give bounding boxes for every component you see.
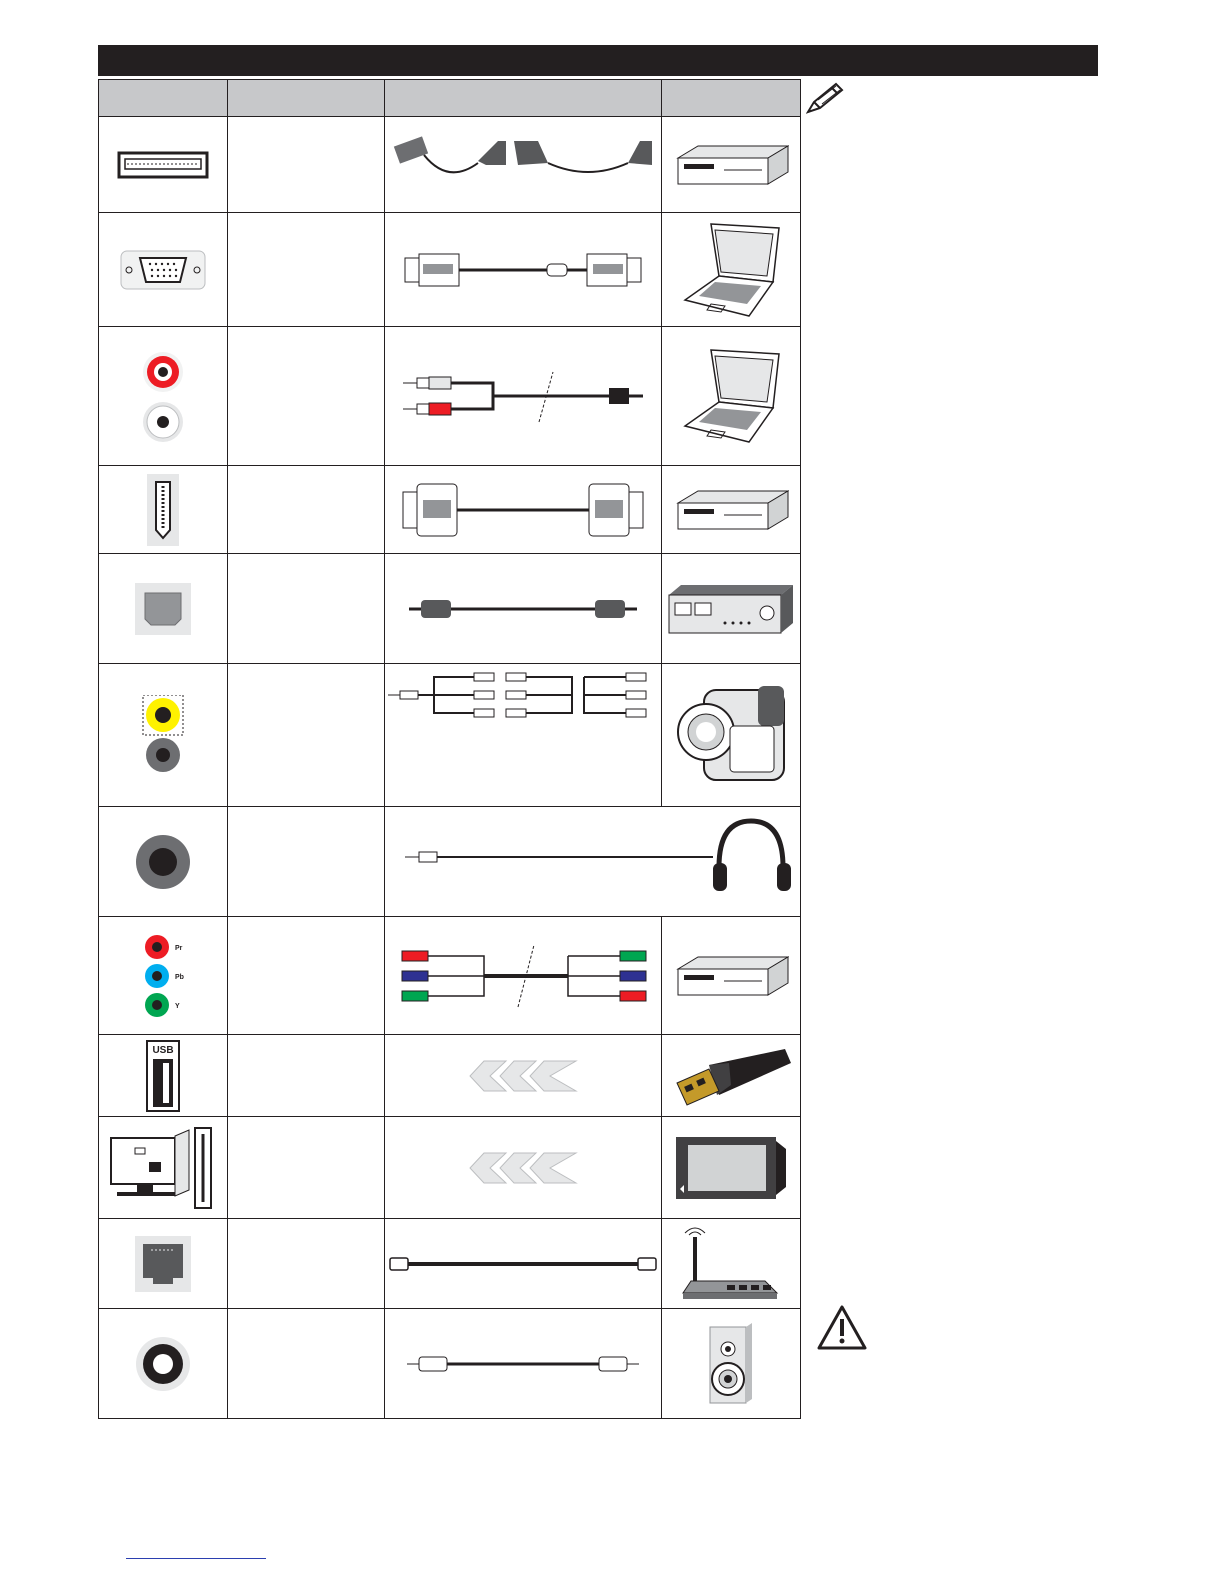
insert-arrows-icon <box>385 1035 662 1117</box>
headphones-icon <box>719 821 783 867</box>
warning-triangle-icon <box>816 1304 868 1352</box>
vga-port-icon <box>99 213 228 327</box>
table-row <box>99 554 801 664</box>
table-row <box>99 664 801 807</box>
type-cell <box>228 1219 385 1309</box>
coaxial-cable-icon <box>385 1309 662 1419</box>
av-port-icon <box>99 664 228 807</box>
table-row <box>99 213 801 327</box>
headphone-cable-icon <box>385 807 801 917</box>
hdmi-cable-icon <box>385 466 662 554</box>
dvd-recorder-icon <box>662 117 801 213</box>
scart-cable-icon <box>385 117 662 213</box>
type-cell <box>228 1117 385 1219</box>
router-icon <box>662 1219 801 1309</box>
headphone-port-icon <box>99 807 228 917</box>
rca-to-jack-cable-icon <box>385 327 662 466</box>
type-cell <box>228 1035 385 1117</box>
type-cell <box>228 213 385 327</box>
vga-cable-icon <box>385 213 662 327</box>
amplifier-icon <box>662 554 801 664</box>
speaker-icon <box>662 1309 801 1419</box>
ypbpr-port-icon <box>99 917 228 1035</box>
type-cell <box>228 1309 385 1419</box>
type-cell <box>228 664 385 807</box>
type-cell <box>228 327 385 466</box>
laptop-icon <box>662 213 801 327</box>
hdmi-port-icon <box>99 466 228 554</box>
dvd-recorder-icon <box>662 466 801 554</box>
audio-rca-port-icon <box>99 327 228 466</box>
type-cell <box>228 554 385 664</box>
footer-link-line <box>126 1558 266 1559</box>
laptop-icon <box>662 327 801 466</box>
usb-port-icon <box>99 1035 228 1117</box>
scart-port-icon <box>99 117 228 213</box>
table-row <box>99 807 801 917</box>
insert-arrows-icon <box>385 1117 662 1219</box>
header-cell <box>385 80 662 117</box>
table-row <box>99 1035 801 1117</box>
table-row <box>99 117 801 213</box>
usb-stick-icon <box>662 1035 801 1117</box>
cam-module-icon <box>662 1117 801 1219</box>
header-row <box>99 80 801 117</box>
pr-label: Pr <box>175 944 183 952</box>
table-row <box>99 327 801 466</box>
type-cell <box>228 917 385 1035</box>
table-row <box>99 1219 801 1309</box>
table-row <box>99 1309 801 1419</box>
pb-label: Pb <box>175 973 184 981</box>
header-cell <box>662 80 801 117</box>
y-label: Y <box>175 1002 180 1010</box>
pencil-note-icon <box>806 82 844 114</box>
title-bar <box>98 45 1098 76</box>
table-row <box>99 466 801 554</box>
optical-port-icon <box>99 554 228 664</box>
type-cell <box>228 466 385 554</box>
usb-label: USB <box>152 1044 174 1056</box>
coaxial-port-icon <box>99 1309 228 1419</box>
header-cell <box>228 80 385 117</box>
connections-table <box>98 79 801 1419</box>
optical-cable-icon <box>385 554 662 664</box>
ci-slot-icon <box>99 1117 228 1219</box>
component-cable-icon <box>385 917 662 1035</box>
av-cable-icon <box>385 664 662 807</box>
type-cell <box>228 807 385 917</box>
header-cell <box>99 80 228 117</box>
type-cell <box>228 117 385 213</box>
dvd-recorder-icon <box>662 917 801 1035</box>
camcorder-icon <box>662 664 801 807</box>
table-row <box>99 1117 801 1219</box>
table-row <box>99 917 801 1035</box>
lan-cable-icon <box>385 1219 662 1309</box>
ethernet-port-icon <box>99 1219 228 1309</box>
